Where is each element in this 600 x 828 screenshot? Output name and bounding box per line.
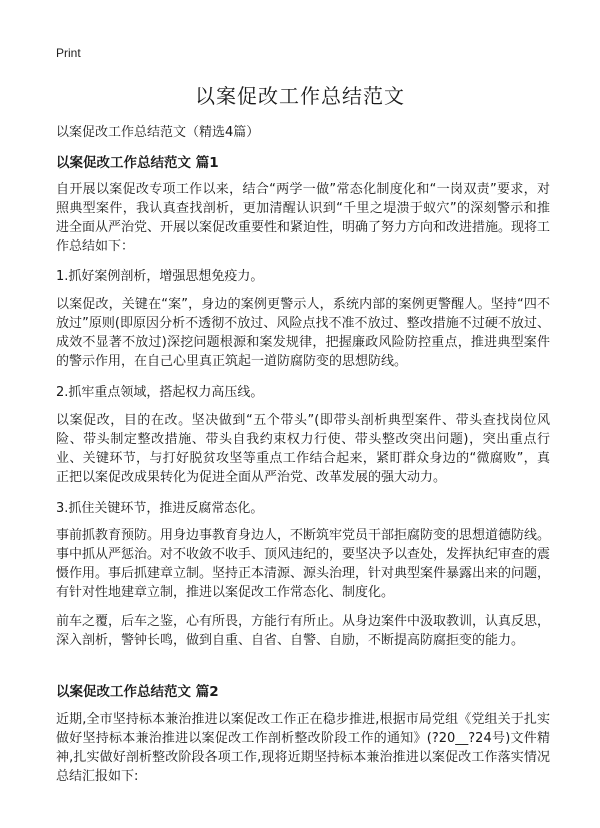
document-subtitle: 以案促改工作总结范文（精选4篇）	[56, 125, 260, 140]
section1-paragraph-3: 事前抓教育预防。用身边事教育身边人，不断筑牢党员干部拒腐防变的思想道德防线。事中抓从严惩治。对不收敛不收手、顶风违纪的，要坚决予以查处，发挥执纪审查的震慑作用。事后抓建章立制。坚持正本清源、源头治理，针对典型案件暴露出来的问题，有针对性地建章立制，推进以案促改工作常态化、制度化。	[56, 528, 551, 600]
section2-intro-paragraph: 近期,全市坚持标本兼治推进以案促改工作正在稳步推进,根据市局党组《党组关于扎实做好坚持标本兼治推进以案促改工作剖析整改阶段工作的通知》(?20__?24号)文件精神,扎实做好剖析整改阶段各项工作,现将近期坚持标本兼治推进以案促改工作落实情况总结汇报如下:	[56, 712, 550, 784]
section-heading-2: 以案促改工作总结范文 篇2	[56, 684, 219, 700]
section1-item-3: 3.抓住关键环节，推进反腐常态化。	[56, 501, 264, 516]
section1-paragraph-2: 以案促改，目的在改。坚决做到“五个带头”(即带头剖析典型案件、带头查找岗位风险、带头制定整改措施、带头自我约束权力行使、带头整改突出问题)，突出重点行业、关键环节，与打好脱贫攻坚等重点工作结合起来，紧盯群众身边的“微腐败”，真正把以案促改成果转化为促进全面从严治党、改革发展的强大动力。	[56, 413, 550, 485]
section-heading-1: 以案促改工作总结范文 篇1	[56, 155, 219, 171]
section1-paragraph-1: 以案促改，关键在“案”，身边的案例更警示人，系统内部的案例更警醒人。坚持“四不放过”原则(即原因分析不透彻不放过、风险点找不准不放过、整改措施不过硬不放过、成效不显著不放过)深挖问题根源和案发规律，把握廉政风险防控重点，推进典型案件的警示作用，在自己心里真正筑起一道防腐防变的思想防线。	[56, 297, 550, 369]
print-link[interactable]: Print	[56, 46, 81, 60]
section1-intro-paragraph: 自开展以案促改专项工作以来，结合“两学一做”常态化制度化和“一岗双责”要求，对照典型案件，我认真查找剖析，更加清醒认识到“千里之堤溃于蚁穴”的深刻警示和推进全面从严治党、开展以案促改重要性和紧迫性，明确了努力方向和改进措施。现将工作总结如下：	[56, 182, 551, 254]
section1-item-1: 1.抓好案例剖析，增强思想免疫力。	[56, 269, 264, 284]
document-title: 以案促改工作总结范文	[195, 84, 405, 108]
section1-paragraph-4: 前车之覆，后车之鉴，心有所畏，方能行有所止。从身边案件中汲取教训，认真反思，深入剖析，警钟长鸣，做到自重、自省、自警、自励，不断提高防腐拒变的能力。	[56, 614, 551, 648]
section1-item-2: 2.抓牢重点领域，搭起权力高压线。	[56, 385, 264, 400]
